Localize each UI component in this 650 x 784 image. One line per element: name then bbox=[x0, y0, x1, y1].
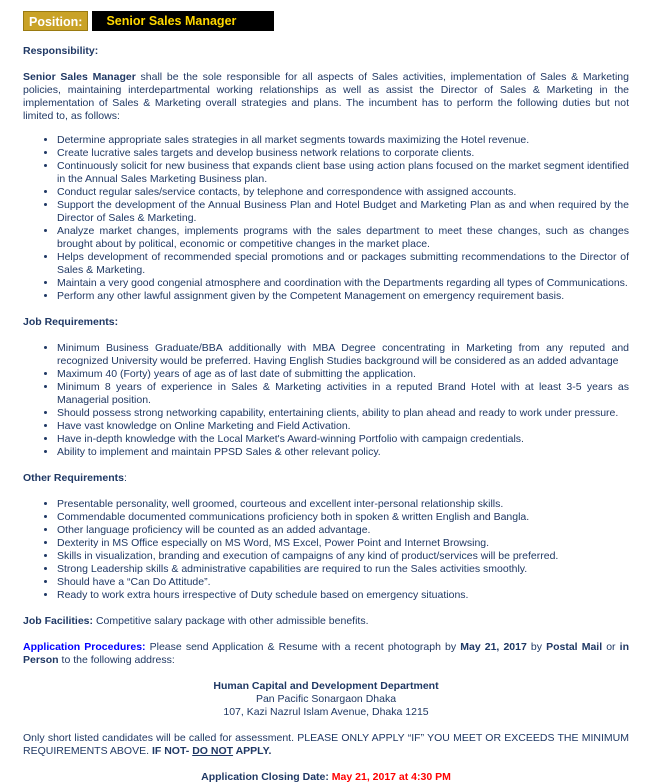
notice-apply: APPLY. bbox=[233, 745, 272, 757]
responsibility-list bbox=[23, 134, 629, 303]
list-item: • Should have a “Can Do Attitude”. bbox=[57, 576, 629, 589]
job-requirements-heading: Job Requirements: bbox=[23, 316, 119, 328]
list-item: • Create lucrative sales targets and develop business network relations to corporate clients. bbox=[57, 147, 629, 160]
application-text-1: Please send Application & Resume with a recent photograph by bbox=[145, 641, 461, 653]
responsibility-heading: Responsibility: bbox=[23, 45, 99, 57]
list-item: • Skills in visualization, branding and execution of campaigns of any kind of product/services will be preferred. bbox=[57, 550, 629, 563]
list-item: • Ready to work extra hours irrespective of Duty schedule based on emergency situations. bbox=[57, 589, 629, 602]
application-heading: Application Procedures: bbox=[23, 641, 146, 653]
list-item: • Helps development of recommended special promotions and or packages submitting recommendations to the Director of Sales & Marketing. bbox=[57, 251, 629, 277]
notice-do-not: DO NOT bbox=[192, 745, 234, 757]
closing-date-label: Application Closing Date: bbox=[201, 771, 332, 783]
list-item: • Have vast knowledge on Online Marketing and Field Activation. bbox=[57, 420, 629, 433]
list-item: • Analyze market changes, implements programs with the sales department to meet these changes, such as changes brought about by political, economic or competitive changes in the market place. bbox=[57, 225, 629, 251]
application-text-3: or bbox=[602, 641, 620, 653]
list-item: • Other language proficiency will be counted as an added advantage. bbox=[57, 524, 629, 537]
job-facilities bbox=[23, 615, 629, 628]
application-text-4: to the following address: bbox=[58, 654, 175, 666]
other-requirements-colon: : bbox=[123, 472, 127, 484]
job-requirements-list bbox=[23, 342, 629, 459]
list-item: • Commendable documented communications proficiency both in spoken & written English and Bangla. bbox=[57, 511, 629, 524]
position-title: Senior Sales Manager bbox=[92, 11, 274, 31]
other-requirements-heading bbox=[23, 472, 629, 485]
position-label: Position: bbox=[23, 11, 88, 31]
list-item: • Conduct regular sales/service contacts, by telephone and correspondence with assigned accounts. bbox=[57, 186, 629, 199]
list-item: • Presentable personality, well groomed, courteous and excellent inter-personal relationship skills. bbox=[57, 498, 629, 511]
list-item: • Dexterity in MS Office especially on MS Word, MS Excel, Power Point and Internet Browsing. bbox=[57, 537, 629, 550]
address-line-3: 107, Kazi Nazrul Islam Avenue, Dhaka 1215 bbox=[223, 706, 429, 718]
list-item: • Have in-depth knowledge with the Local Market's Award-winning Portfolio with campaign credentials. bbox=[57, 433, 629, 446]
position-header bbox=[23, 11, 274, 31]
intro-text: shall be the sole responsible for all aspects of Sales activities, implementation of Sales & Marketing policies, maintaining interdepartmental working relationships as well as assist the Director of Sales & Marketing in the implementation of Sales & Marketing overall strategies and plans. The incumbent has to perform the following duties but not limited to, as follows: bbox=[23, 71, 629, 122]
list-item: • Continuously solicit for new business that expands client base using action plans focused on the market segment identified in the Annual Sales Marketing Business plan. bbox=[57, 160, 629, 186]
list-item: • Minimum Business Graduate/BBA additionally with MBA Degree concentrating in Marketing from any reputed and recognized University would be preferred. Having English Studies background will be considered as an added advantage bbox=[57, 342, 629, 368]
list-item: • Maximum 40 (Forty) years of age as of last date of submitting the application. bbox=[57, 368, 629, 381]
list-item: • Strong Leadership skills & administrative capabilities are required to run the Sales activities smoothly. bbox=[57, 563, 629, 576]
responsibility-intro bbox=[23, 71, 629, 123]
other-requirements-heading-text: Other Requirements bbox=[23, 472, 124, 484]
list-item: • Ability to implement and maintain PPSD Sales & other relevant policy. bbox=[57, 446, 629, 459]
list-item: • Should possess strong networking capability, entertaining clients, ability to plan ahead and ready to work under pressure. bbox=[57, 407, 629, 420]
closing-date bbox=[23, 771, 629, 784]
job-facilities-heading: Job Facilities: bbox=[23, 615, 94, 627]
address-line-1: Human Capital and Development Department bbox=[213, 680, 439, 692]
list-item: • Maintain a very good congenial atmosphere and coordination with the Departments regarding all types of Communications. bbox=[57, 277, 629, 290]
application-postal-mail: Postal Mail bbox=[546, 641, 603, 653]
address-line-2: Pan Pacific Sonargaon Dhaka bbox=[255, 693, 397, 705]
list-item: • Determine appropriate sales strategies in all market segments towards maximizing the Hotel revenue. bbox=[57, 134, 629, 147]
application-in-person: in Person bbox=[23, 641, 629, 666]
intro-role-name: Senior Sales Manager bbox=[23, 71, 136, 83]
application-text-2: by bbox=[526, 641, 547, 653]
notice-if-not: IF NOT- bbox=[151, 745, 193, 757]
shortlist-notice bbox=[23, 732, 629, 758]
application-procedures bbox=[23, 641, 629, 667]
closing-date-value: May 21, 2017 at 4:30 PM bbox=[331, 771, 451, 783]
list-item: • Support the development of the Annual Business Plan and Hotel Budget and Marketing Plan as and when required by the Director of Sales & Marketing. bbox=[57, 199, 629, 225]
job-facilities-text: Competitive salary package with other admissible benefits. bbox=[93, 615, 369, 627]
list-item: • Minimum 8 years of experience in Sales & Marketing activities in a reputed Brand Hotel with at least 3-5 years as Managerial position. bbox=[57, 381, 629, 407]
other-requirements-list bbox=[23, 498, 629, 602]
notice-text: Only short listed candidates will be called for assessment. PLEASE ONLY APPLY “IF” YOU MEET OR EXCEEDS THE MINIMUM REQUIREMENTS ABOVE. bbox=[23, 732, 629, 757]
application-date: May 21, 2017 bbox=[460, 641, 527, 653]
posting-content bbox=[23, 45, 629, 784]
list-item: • Perform any other lawful assignment given by the Competent Management on emergency requirement basis. bbox=[57, 290, 629, 303]
